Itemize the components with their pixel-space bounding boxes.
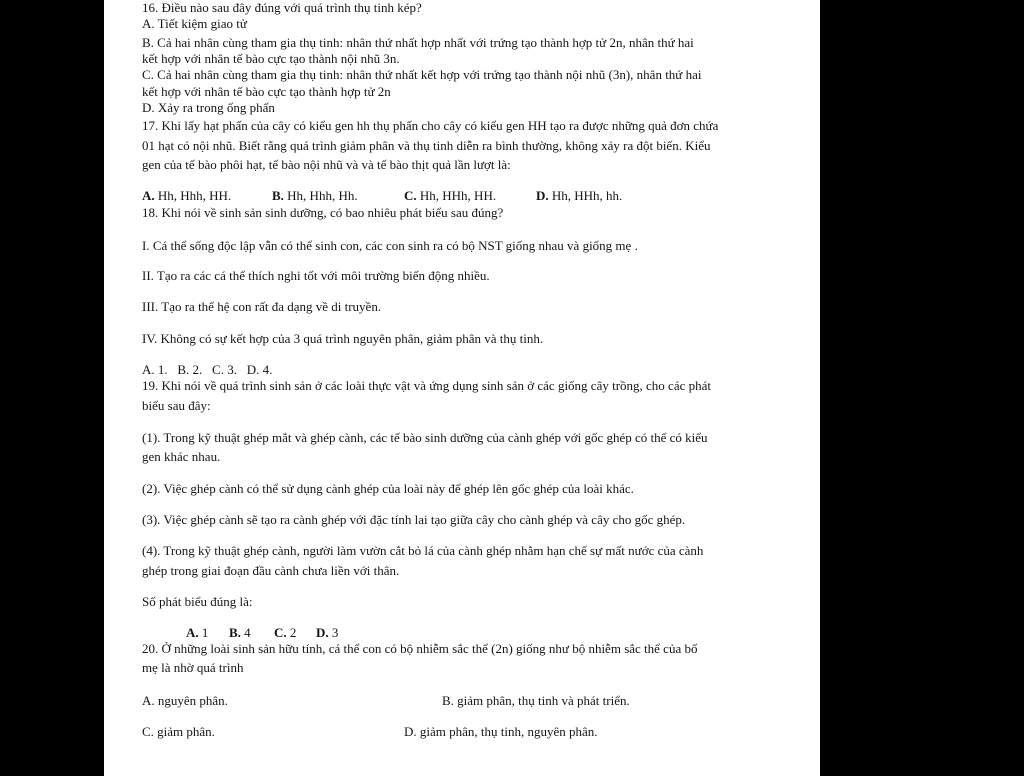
q20-stem-line1: 20. Ở những loài sinh sản hữu tính, cá thể con có bộ nhiễm sắc thể (2n) giống như bộ nhiễm sắc thể của bố: [142, 641, 698, 656]
q19-statement-2: (2). Việc ghép cành có thể sử dụng cành ghép của loài này để ghép lên gốc ghép của loài khác.: [142, 481, 634, 496]
q17-stem-line1: 17. Khi lấy hạt phấn của cây có kiểu gen hh thụ phấn cho cây có kiểu gen HH tạo ra được những quả đơn chứa: [142, 118, 719, 133]
q19-statement-1-line2: gen khác nhau.: [142, 449, 221, 464]
q20-option-c: C. giảm phân.: [142, 724, 215, 739]
q18-statement-3: III. Tạo ra thế hệ con rất đa dạng về di truyền.: [142, 299, 382, 314]
q17-option-c: C. Hh, HHh, HH.: [404, 188, 497, 203]
q19-stem-line1: 19. Khi nói về quá trình sinh sản ở các loài thực vật và ứng dụng sinh sản ở các giống cây trồng, cho các phát: [142, 378, 711, 393]
q20-option-b: B. giảm phân, thụ tinh và phát triển.: [442, 693, 630, 708]
q16-stem: 16. Điều nào sau đây đúng với quá trình thụ tinh kép?: [142, 0, 422, 15]
q16-option-c-line2: kết hợp với nhân tế bào cực tạo thành hợp tử 2n: [142, 84, 391, 99]
q17-option-b: B. Hh, Hhh, Hh.: [272, 188, 358, 203]
q19-option-a: A. 1: [186, 625, 209, 640]
q19-statement-4-line2: ghép trong giai đoạn đầu cành chưa liền với thân.: [142, 563, 400, 578]
q19-option-b: B. 4: [229, 625, 251, 640]
q19-statement-4-line1: (4). Trong kỹ thuật ghép cành, người làm vườn cắt bỏ lá của cành ghép nhằm hạn chế sự mất nước của cành: [142, 543, 704, 558]
q18-answers: A. 1. B. 2. C. 3. D. 4.: [142, 362, 273, 377]
q16-option-c-line1: C. Cả hai nhân cùng tham gia thụ tinh: nhân thứ nhất kết hợp với trứng tạo thành nội nhũ (3n), nhân thứ hai: [142, 67, 702, 82]
q17-option-a: A. Hh, Hhh, HH.: [142, 188, 232, 203]
q16-option-a: A. Tiết kiệm giao tử: [142, 16, 247, 31]
q18-statement-2: II. Tạo ra các cá thể thích nghi tốt với môi trường biến động nhiều.: [142, 268, 490, 283]
q16-option-d: D. Xảy ra trong ống phấn: [142, 100, 275, 115]
q20-option-a: A. nguyên phân.: [142, 693, 228, 708]
q17-stem-line2: 01 hạt có nội nhũ. Biết rằng quá trình giảm phân và thụ tinh diễn ra bình thường, không xảy ra đột biến. Kiểu: [142, 138, 711, 153]
q17-stem-line3: gen của tế bào phôi hạt, tế bào nội nhũ và và tế bào thịt quả lần lượt là:: [142, 157, 511, 172]
q18-stem: 18. Khi nói về sinh sản sinh dưỡng, có bao nhiêu phát biểu sau đúng?: [142, 205, 504, 220]
q19-statement-1-line1: (1). Trong kỹ thuật ghép mắt và ghép cành, các tế bào sinh dưỡng của cành ghép với gốc ghép có thể có kiểu: [142, 430, 708, 445]
document-page: [104, 0, 820, 776]
q16-option-b-line1: B. Cả hai nhân cùng tham gia thụ tinh: nhân thứ nhất hợp nhất với trứng tạo thành hợp tử 2n, nhân thứ hai: [142, 35, 694, 50]
q19-stem-line2: biểu sau đây:: [142, 398, 211, 413]
q19-option-d: D. 3: [316, 625, 339, 640]
q20-option-d: D. giảm phân, thụ tinh, nguyên phân.: [404, 724, 598, 739]
q18-statement-4: IV. Không có sự kết hợp của 3 quá trình nguyên phân, giảm phân và thụ tinh.: [142, 331, 544, 346]
q20-stem-line2: mẹ là nhờ quá trình: [142, 660, 244, 675]
q17-option-d: D. Hh, HHh, hh.: [536, 188, 623, 203]
q19-statement-3: (3). Việc ghép cành sẽ tạo ra cành ghép với đặc tính lai tạo giữa cây cho cành ghép và cây cho gốc ghép.: [142, 512, 686, 527]
q19-count-prompt: Số phát biểu đúng là:: [142, 594, 253, 609]
q19-option-c: C. 2: [274, 625, 297, 640]
q16-option-b-line2: kết hợp với nhân tế bào cực tạo thành nội nhũ 3n.: [142, 51, 400, 66]
q18-statement-1: I. Cá thể sống độc lập vẫn có thể sinh con, các con sinh ra có bộ NST giống nhau và giống mẹ .: [142, 238, 638, 253]
